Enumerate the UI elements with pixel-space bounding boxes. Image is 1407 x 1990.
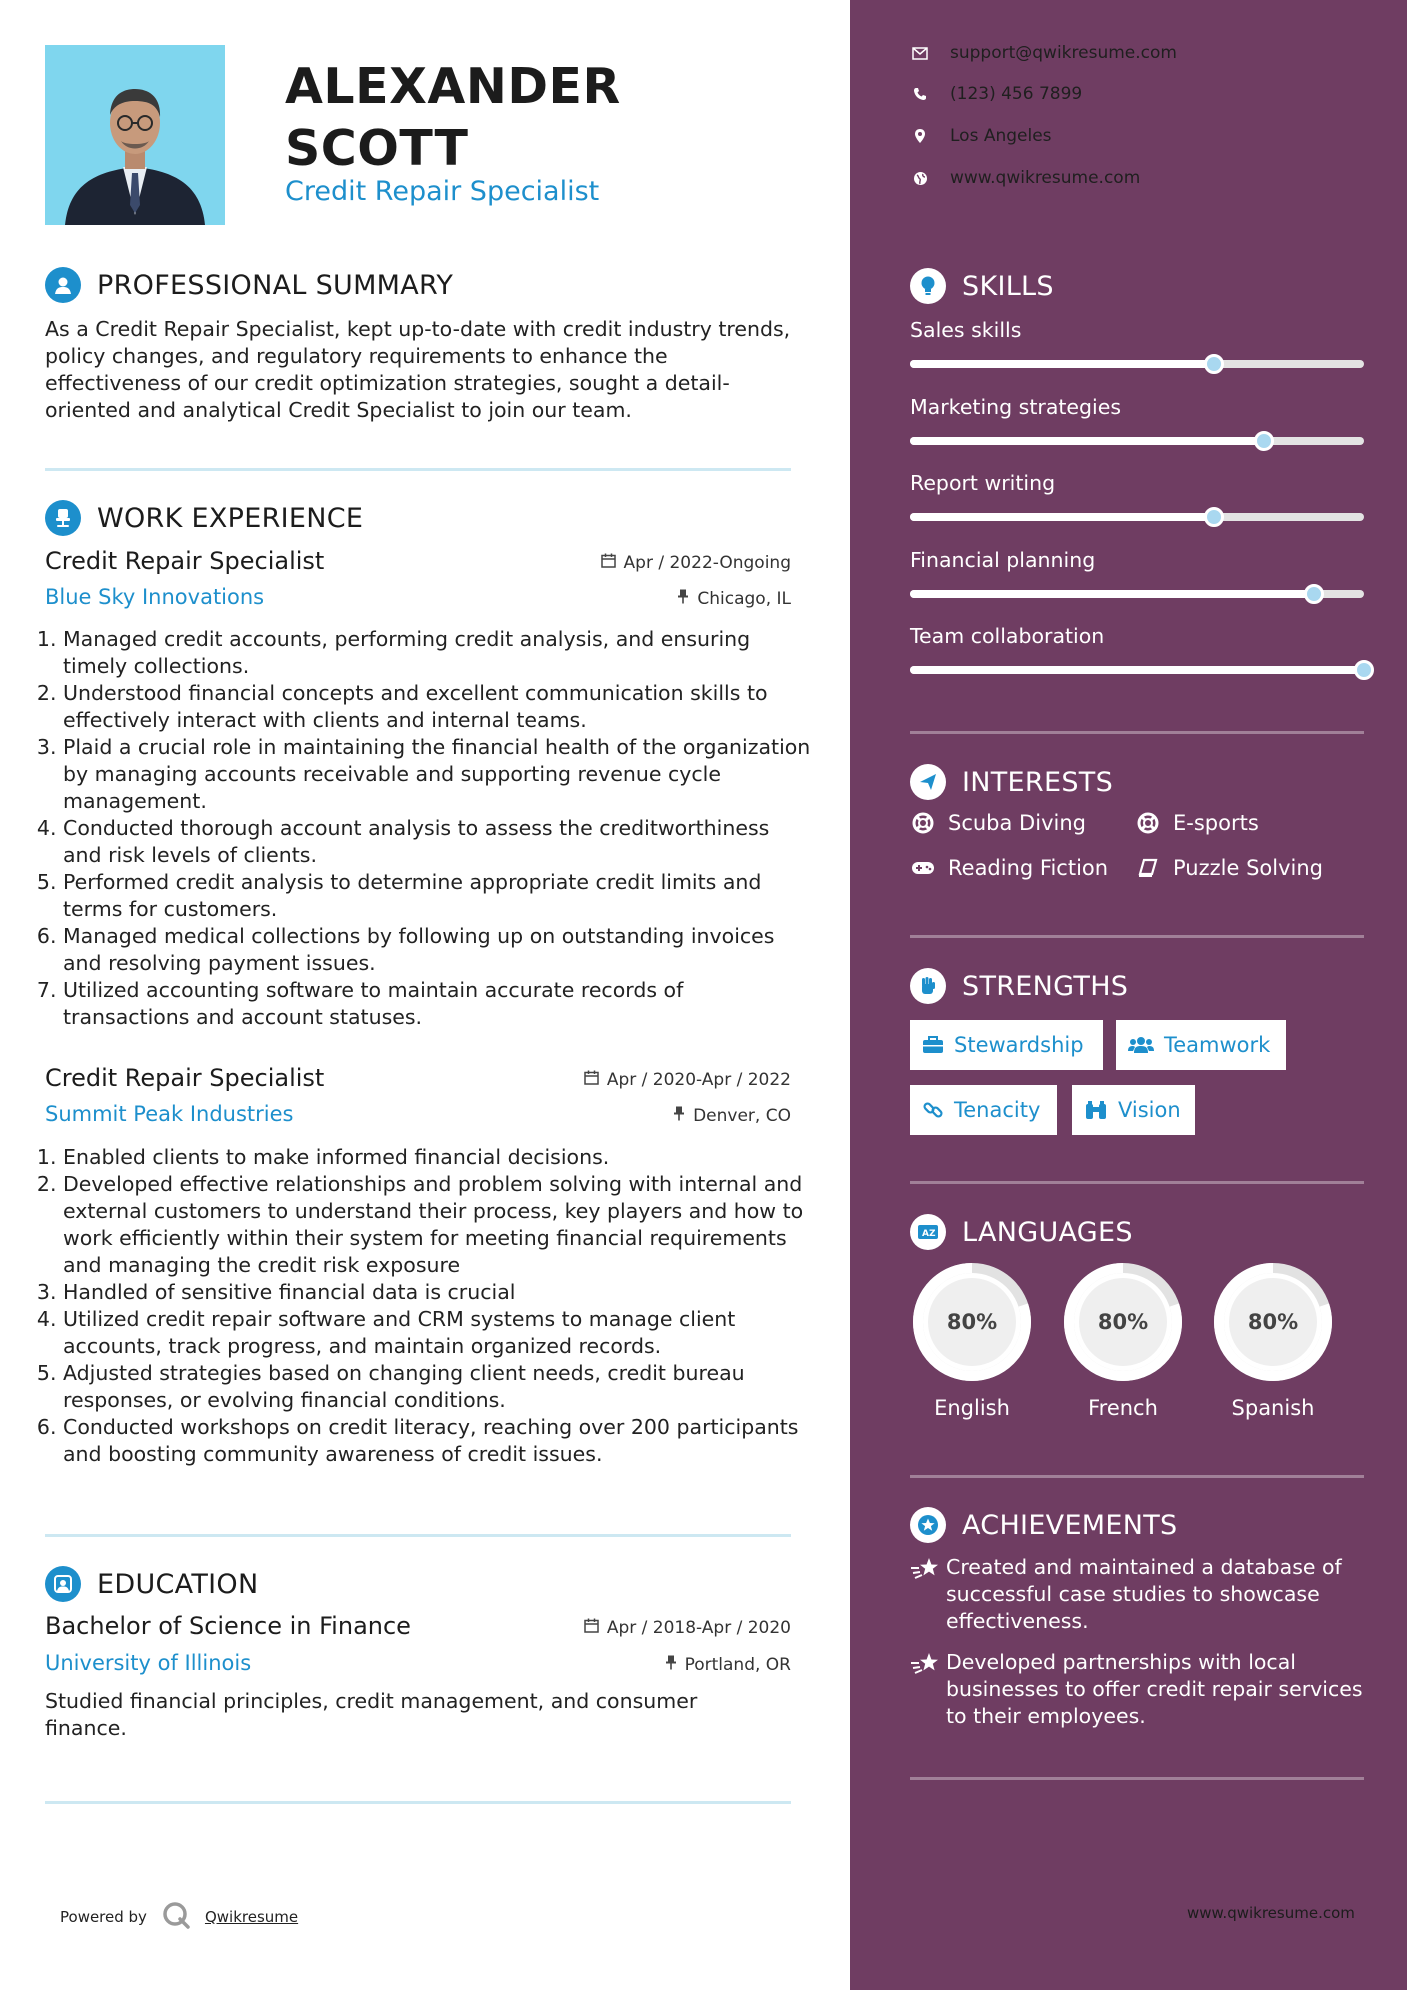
education-degree-row xyxy=(45,1612,791,1642)
list-item: 4. Utilized credit repair software and CRM systems to manage client accounts, track progress, and maintain organized records. xyxy=(63,1306,813,1360)
language-percent: 80% xyxy=(1247,1310,1299,1334)
skill-level-knob xyxy=(1354,660,1374,680)
strength-tag xyxy=(910,1085,1057,1135)
section-divider xyxy=(45,1534,791,1537)
education-location-text: Portland, OR xyxy=(684,1655,791,1675)
interest-label: Reading Fiction xyxy=(948,856,1109,880)
gamepad-icon xyxy=(910,860,936,876)
briefcase-icon xyxy=(922,1036,944,1054)
skill-bar xyxy=(910,590,1364,598)
summary-title: PROFESSIONAL SUMMARY xyxy=(97,269,454,301)
education-dates-text: Apr / 2018-Apr / 2020 xyxy=(606,1618,791,1638)
office-chair-icon xyxy=(45,500,81,536)
achievement-text: Developed partnerships with local businesses to offer credit repair services to their employees. xyxy=(946,1650,1363,1728)
job-2-company-row xyxy=(45,1102,791,1130)
languages-title: LANGUAGES xyxy=(962,1216,1133,1248)
skill-bar xyxy=(910,513,1364,521)
sidebar-divider xyxy=(910,1181,1364,1184)
fist-icon xyxy=(910,968,946,1004)
svg-text:Z: Z xyxy=(929,1229,936,1239)
strength-label: Teamwork xyxy=(1164,1033,1271,1057)
job-company: Summit Peak Industries xyxy=(45,1102,294,1126)
list-item: 6. Managed medical collections by following up on outstanding invoices and resolving payment issues. xyxy=(63,923,813,977)
profile-photo xyxy=(45,45,225,225)
job-company: Blue Sky Innovations xyxy=(45,585,265,609)
language-percent: 80% xyxy=(946,1310,998,1334)
skill-bar xyxy=(910,437,1364,445)
footer-website[interactable]: www.qwikresume.com xyxy=(1187,1904,1355,1922)
paper-plane-icon xyxy=(910,764,946,800)
candidate-name: ALEXANDER SCOTT xyxy=(285,58,621,177)
languages-heading xyxy=(910,1214,1133,1250)
job-2-bullets xyxy=(45,1144,813,1468)
skill-label: Report writing xyxy=(910,471,1056,495)
job-dates-text: Apr / 2020-Apr / 2022 xyxy=(606,1070,791,1090)
contact-location xyxy=(910,126,1052,146)
skills-heading xyxy=(910,268,1054,304)
list-item: 2. Understood financial concepts and excellent communication skills to effectively interact with clients and internal teams. xyxy=(63,680,813,734)
job-location-text: Chicago, IL xyxy=(697,589,791,609)
skill-label: Financial planning xyxy=(910,547,1096,572)
strength-tag xyxy=(910,1020,1103,1070)
sidebar-divider xyxy=(910,1475,1364,1478)
list-item: 1. Enabled clients to make informed financial decisions. xyxy=(63,1144,813,1171)
envelope-icon xyxy=(910,47,930,60)
job-role: Credit Repair Specialist xyxy=(45,1064,325,1092)
job-location xyxy=(673,1106,791,1126)
strengths-heading xyxy=(910,968,1128,1004)
skill-bar-fill xyxy=(910,360,1214,368)
education-description: Studied financial principles, credit management, and consumer finance. xyxy=(45,1689,698,1740)
skill-bar xyxy=(910,666,1364,674)
sidebar-divider xyxy=(910,1777,1364,1780)
language-name: French xyxy=(1088,1396,1158,1420)
job-location-text: Denver, CO xyxy=(693,1106,791,1126)
lifebuoy-icon xyxy=(910,812,936,834)
language-name: English xyxy=(934,1396,1010,1420)
education-dates xyxy=(584,1618,791,1638)
pin-icon xyxy=(665,1655,677,1675)
experience-title: WORK EXPERIENCE xyxy=(97,502,364,534)
strengths-title: STRENGTHS xyxy=(962,970,1129,1002)
interest-label: Puzzle Solving xyxy=(1173,856,1323,880)
svg-text:A: A xyxy=(922,1229,929,1239)
contact-email[interactable] xyxy=(910,43,1177,63)
user-icon xyxy=(45,267,81,303)
education-title: EDUCATION xyxy=(97,1568,259,1600)
interest-item xyxy=(1135,811,1259,835)
binoculars-icon xyxy=(1084,1100,1108,1120)
job-dates xyxy=(584,1070,791,1090)
powered-by-label: Powered by xyxy=(60,1908,147,1926)
skill-label: Team collaboration xyxy=(910,624,1105,648)
summary-heading xyxy=(45,267,453,303)
list-item: 3. Handled of sensitive financial data is crucial xyxy=(63,1279,813,1306)
users-icon xyxy=(1128,1036,1154,1054)
education-school: University of Illinois xyxy=(45,1651,252,1675)
list-item: 3. Plaid a crucial role in maintaining the financial health of the organization by managing accounts receivable and supporting revenue cycle management. xyxy=(63,734,813,815)
job-role: Credit Repair Specialist xyxy=(45,547,325,575)
list-item: 6. Conducted workshops on credit literacy, reaching over 200 participants and boosting community awareness of credit issues. xyxy=(63,1414,813,1468)
list-item: 5. Adjusted strategies based on changing client needs, credit bureau responses, or evolving financial conditions. xyxy=(63,1360,813,1414)
skill-level-knob xyxy=(1304,584,1324,604)
job-1-role-row xyxy=(45,547,791,577)
job-2-role-row xyxy=(45,1064,791,1094)
link-icon xyxy=(922,1099,944,1121)
contact-email-text: support@qwikresume.com xyxy=(950,43,1177,63)
language-percent: 80% xyxy=(1097,1310,1149,1334)
skills-title: SKILLS xyxy=(962,270,1054,302)
achievement-text: Created and maintained a database of successful case studies to showcase effectiveness. xyxy=(946,1555,1342,1633)
job-1-company-row xyxy=(45,585,791,613)
education-location xyxy=(665,1655,791,1675)
sidebar-divider xyxy=(910,731,1364,734)
language-item xyxy=(910,1260,1034,1420)
achievements-heading xyxy=(910,1507,1178,1543)
achievement-item xyxy=(910,1649,1364,1730)
strength-tag xyxy=(1116,1020,1286,1070)
strength-label: Vision xyxy=(1118,1098,1181,1122)
interest-item xyxy=(910,811,1086,835)
job-1-bullets xyxy=(45,626,813,1031)
pin-icon xyxy=(677,589,689,609)
job-dates-text: Apr / 2022-Ongoing xyxy=(623,553,791,573)
skill-bar-fill xyxy=(910,666,1364,674)
interests-heading xyxy=(910,764,1113,800)
interest-label: E-sports xyxy=(1173,811,1259,835)
skill-level-knob xyxy=(1254,431,1274,451)
section-divider xyxy=(45,468,791,471)
list-item: 5. Performed credit analysis to determine appropriate credit limits and terms for customers. xyxy=(63,869,813,923)
phone-icon xyxy=(910,87,930,101)
pin-icon xyxy=(673,1106,685,1126)
candidate-title: Credit Repair Specialist xyxy=(285,176,600,207)
summary-text: As a Credit Repair Specialist, kept up-to-date with credit industry trends, policy changes, and regulatory requirements to enhance the effectiveness of our credit optimization strategies, sought a detail-oriented and analytical Credit Specialist to join our team. xyxy=(45,317,791,422)
lifebuoy-icon xyxy=(1135,812,1161,834)
skill-bar xyxy=(910,360,1364,368)
language-progress-ring xyxy=(1061,1260,1185,1384)
language-item xyxy=(1061,1260,1185,1420)
calendar-icon xyxy=(601,553,616,573)
skill-label: Sales skills xyxy=(910,318,1022,342)
brand-link[interactable]: Qwikresume xyxy=(204,1908,299,1926)
experience-heading xyxy=(45,500,363,536)
education-degree: Bachelor of Science in Finance xyxy=(45,1612,411,1640)
calendar-icon xyxy=(584,1618,599,1638)
list-item: 2. Developed effective relationships and problem solving with internal and external customers to understand their process, key players and how to work efficiently within their system for meeting financial requirements and managing the credit risk exposure xyxy=(63,1171,813,1279)
education-school-row xyxy=(45,1651,791,1679)
language-item xyxy=(1211,1260,1335,1420)
language-icon xyxy=(910,1214,946,1250)
interest-item xyxy=(1135,856,1323,880)
contact-location-text: Los Angeles xyxy=(950,126,1052,146)
interest-label: Scuba Diving xyxy=(948,811,1086,835)
skill-bar-fill xyxy=(910,437,1264,445)
language-progress-ring xyxy=(910,1260,1034,1384)
list-item: 7. Utilized accounting software to maintain accurate records of transactions and account statuses. xyxy=(63,977,813,1031)
language-name: Spanish xyxy=(1231,1396,1315,1420)
contact-website[interactable] xyxy=(910,168,1140,188)
achievements-title: ACHIEVEMENTS xyxy=(962,1509,1178,1541)
graduation-icon xyxy=(45,1566,81,1602)
powered-by xyxy=(60,1900,298,1934)
interests-title: INTERESTS xyxy=(962,766,1114,798)
skill-bar-fill xyxy=(910,590,1314,598)
calendar-icon xyxy=(584,1070,599,1090)
star-badge-icon xyxy=(910,1507,946,1543)
strength-tag xyxy=(1072,1085,1195,1135)
globe-icon xyxy=(910,171,930,186)
job-location xyxy=(677,589,791,609)
shooting-star-icon xyxy=(910,1649,946,1730)
book-icon xyxy=(1135,858,1161,878)
language-progress-ring xyxy=(1211,1260,1335,1384)
contact-phone-text: (123) 456 7899 xyxy=(950,84,1083,104)
section-divider xyxy=(45,1801,791,1804)
job-dates xyxy=(601,553,791,573)
list-item: 4. Conducted thorough account analysis to assess the creditworthiness and risk levels of clients. xyxy=(63,815,813,869)
qwikresume-logo-icon xyxy=(161,1900,191,1934)
map-marker-icon xyxy=(910,128,930,144)
contact-website-text: www.qwikresume.com xyxy=(950,168,1141,188)
skill-label: Marketing strategies xyxy=(910,394,1122,419)
shooting-star-icon xyxy=(910,1554,946,1635)
interest-item xyxy=(910,856,1108,880)
achievement-item xyxy=(910,1554,1364,1635)
contact-phone[interactable] xyxy=(910,84,1082,104)
strength-label: Tenacity xyxy=(954,1098,1041,1122)
skill-bar-fill xyxy=(910,513,1214,521)
sidebar-divider xyxy=(910,935,1364,938)
lightbulb-icon xyxy=(910,268,946,304)
list-item: 1. Managed credit accounts, performing credit analysis, and ensuring timely collections. xyxy=(63,626,813,680)
strength-label: Stewardship xyxy=(954,1033,1084,1057)
education-heading xyxy=(45,1566,258,1602)
